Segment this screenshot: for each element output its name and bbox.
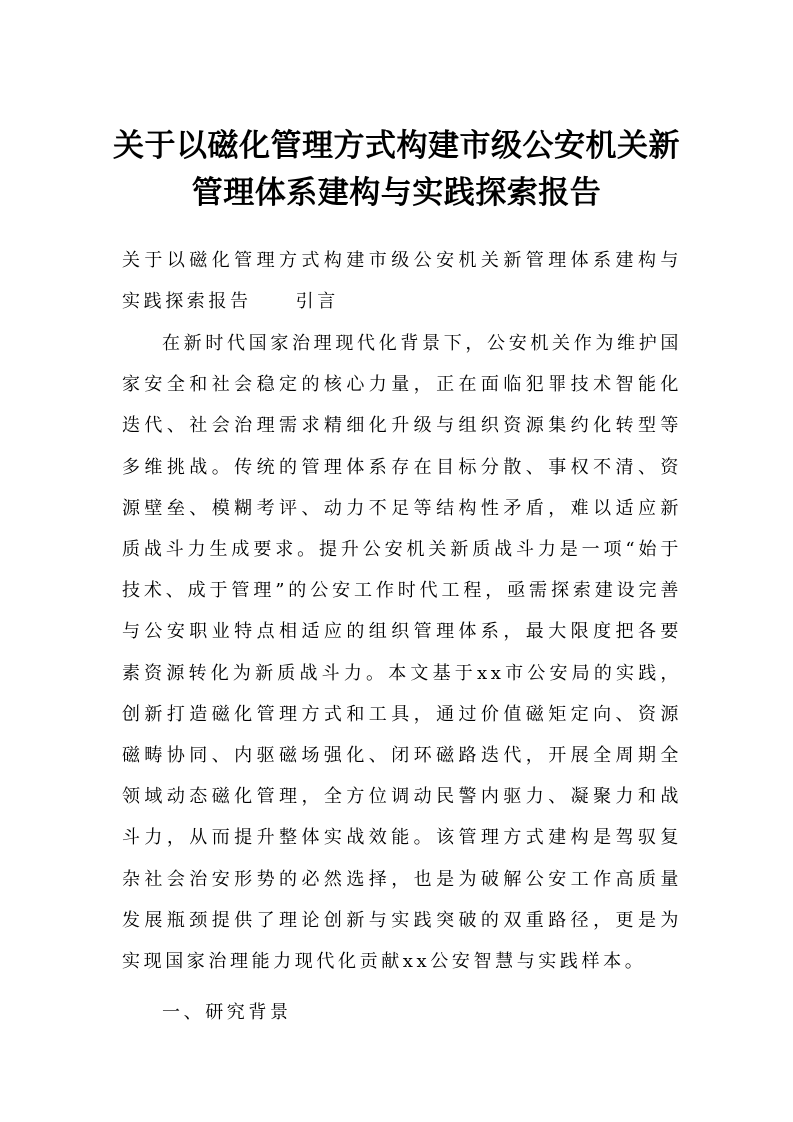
section-heading: 一、研究背景 [162,1002,292,1023]
intro-label: 引言 [295,291,339,313]
document-title-line-2: 管理体系建构与实践探索报告 [191,175,602,211]
intro-text: 关于以磁化管理方式构建市级公安机关新管理体系建构与实践探索报告 [122,250,682,313]
document-title-line-1: 关于以磁化管理方式构建市级公安机关新 [113,128,680,164]
main-paragraph: 在新时代国家治理现代化背景下，公安机关作为维护国家安全和社会稳定的核心力量，正在面临犯罪技术智能化迭代、社会治理需求精细化升级与组织资源集约化转型等多维挑战。传统的管理体系存在目标分散、事权不清、资源壁垒、模糊考评、动力不足等结构性矛盾，难以适应新质战斗力生成要求。提升公安机关新质战斗力是一项“始于技术、成于管理”的公安工作时代工程，亟需探索建设完善与公安职业特点相适应的组织管理体系，最大限度把各要素资源转化为新质战斗力。本文基于xx市公安局的实践，创新打造磁化管理方式和工具，通过价值磁矩定向、资源磁畴协同、内驱磁场强化、闭环磁路迭代，开展全周期全领域动态磁化管理，全方位调动民警内驱力、凝聚力和战斗力，从而提升整体实战效能。该管理方式建构是驾驭复杂社会治安形势的必然选择，也是为破解公安工作高质量发展瓶颈提供了理论创新与实践突破的双重路径，更是为实现国家治理能力现代化贡献xx公安智慧与实践样本。 [122,333,682,973]
intro-paragraph [122,240,682,322]
